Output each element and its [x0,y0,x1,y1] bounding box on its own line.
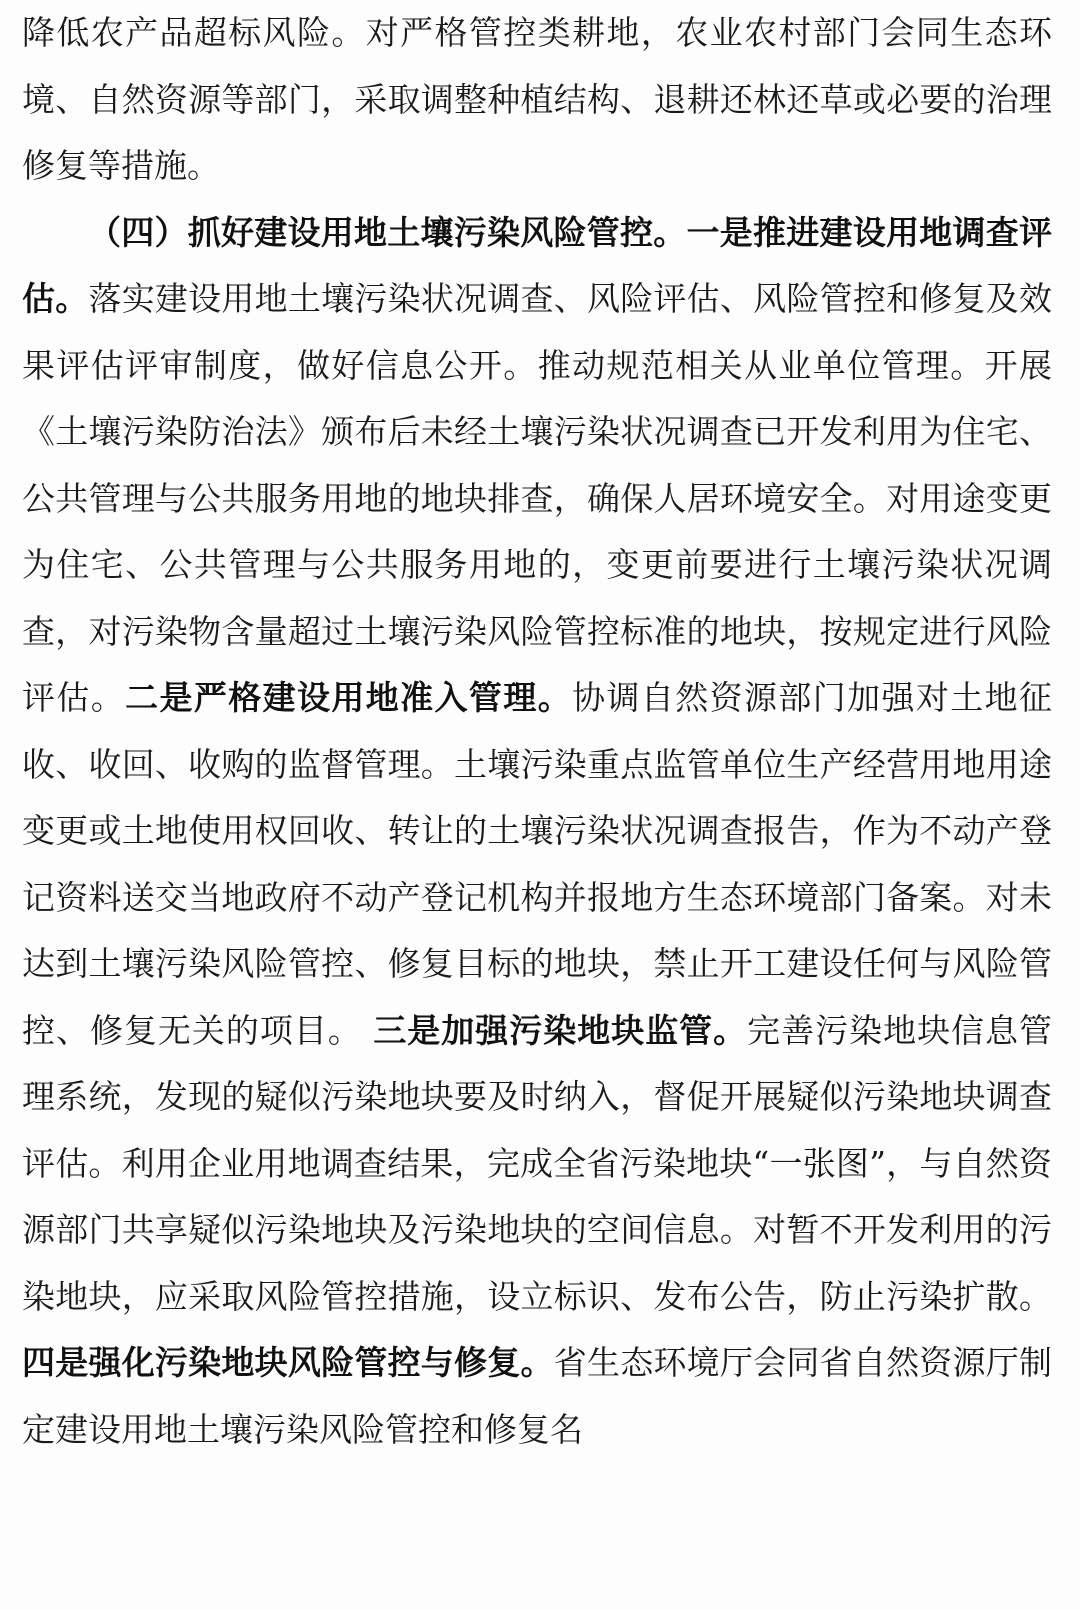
point-1-text: 落实建设用地土壤污染状况调查、风险评估、风险管控和修复及效果评估评审制度，做好信息公开。推动规范相关从业单位管理。开展《土壤污染防治法》颁布后未经土壤污染状况调查已开发利用为住宅、公共管理与公共服务用地的地块排查，确保人居环境安全。对用途变更为住宅、公共管理与公共服务用地的，变更前要进行土壤污染状况调查，对污染物含量超过土壤污染风险管控标准的地块，按规定进行风险评估。 [22,279,1053,717]
point-3-title: 三是加强污染地块监管。 [373,1010,748,1050]
paragraph-1-text: 降低农产品超标风险。对严格管控类耕地，农业农村部门会同生态环境、自然资源等部门，采取调整种植结构、退耕还林还草或必要的治理修复等措施。 [22,13,1052,185]
point-2-title: 二是严格建设用地准入管理。 [125,678,573,717]
point-3-text: 完善污染地块信息管理系统，发现的疑似污染地块要及时纳入，督促开展疑似污染地块调查评估。利用企业用地调查结果，完成全省污染地块“一张图”，与自然资源部门共享疑似污染地块及污染地块的空间信息。对暂不开发利用的污染地块，应采取风险管控措施，设立标识、发布公告，防止污染扩散。 [22,1010,1053,1316]
point-4-title: 四是强化污染地块风险管控与修复。 [22,1343,554,1382]
point-1-title: 一是推进建设用地调查评估。 [22,212,1052,318]
section-heading: （四）抓好建设用地土壤污染风险管控。 [88,212,687,252]
document-body [22,0,1052,1463]
paragraph-continuation [22,0,1052,200]
point-2-text: 协调自然资源部门加强对土地征收、收回、收购的监督管理。土壤污染重点监管单位生产经营用地用途变更或土地使用权回收、转让的土壤污染状况调查报告，作为不动产登记资料送交当地政府不动产登记机构并报地方生态环境部门备案。对未达到土壤污染风险管控、修复目标的地块，禁止开工建设任何与风险管控、修复无关的项目。 [22,678,1053,1050]
paragraph-construction-land [22,200,1052,1464]
point-4-text: 省生态环境厅会同省自然资源厅制定建设用地土壤污染风险管控和修复名 [22,1343,1053,1449]
